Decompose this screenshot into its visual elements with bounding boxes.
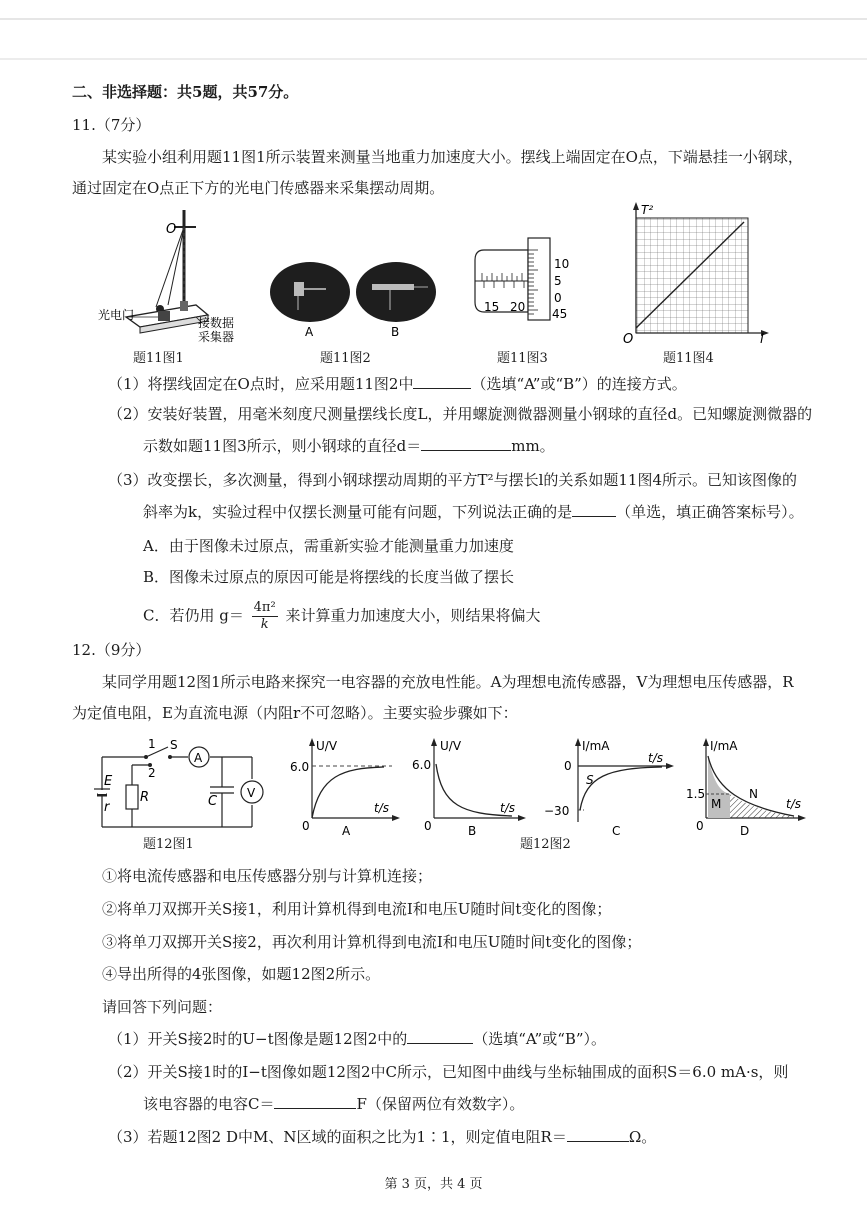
section-header: 二、非选择题：共5题，共57分。 [72, 83, 299, 101]
q11-fig4-graph [618, 200, 773, 345]
q12-p1-answer-blank[interactable] [407, 1029, 473, 1044]
q12-switch-s: S [170, 738, 178, 752]
q12-step4: ④导出所得的4张图像，如题12图2所示。 [102, 965, 381, 983]
q12-graph-c-origin: 0 [564, 759, 572, 773]
q11-number: 11.（7分） [72, 116, 151, 134]
q12-graph-b-origin: 0 [424, 819, 432, 833]
q12-p2-answer-blank[interactable] [274, 1094, 356, 1109]
q11-fig4-caption: 题11图4 [663, 351, 714, 366]
q11-option-c-denominator: k [260, 617, 269, 632]
q11-fig3-tick-5: 5 [554, 274, 562, 288]
q12-prompt: 请回答下列问题： [102, 998, 223, 1016]
q11-fig1-gate-label: 光电门 [98, 308, 135, 322]
q12-graph-c-name: C [612, 824, 621, 838]
q11-p3-line1: （3）改变摆长，多次测量，得到小钢球摆动周期的平方T²与摆长l的关系如题11图4所示。已知该图像的 [108, 471, 797, 489]
q11-fig1-collector-label2: 采集器 [198, 330, 235, 344]
page-footer: 第 3 页，共 4 页 [384, 1177, 483, 1192]
q12-number: 12.（9分） [72, 641, 151, 659]
q12-graph-b-tick: 6.0 [412, 758, 432, 772]
q12-graph-d [682, 736, 812, 838]
q11-fig3-main-15: 15 [484, 300, 500, 314]
q12-graph-c-ylabel: I/mA [582, 739, 610, 753]
q12-step1: ①将电流传感器和电压传感器分别与计算机连接； [102, 867, 433, 885]
q12-graph-c-tick: −30 [544, 804, 570, 818]
q12-p1: （1）开关S接2时的U−t图像是题12图2中的 （选填“A”或“B”）。 [108, 1030, 607, 1048]
q12-graph-d-name: D [740, 824, 750, 838]
q11-fig1-o-label: O [166, 222, 177, 237]
q11-p1-answer-blank[interactable] [413, 374, 471, 389]
q11-fig3-tick-0: 0 [554, 291, 562, 305]
q12-graph-a-origin: 0 [302, 819, 310, 833]
q11-p2-line1: （2）安装好装置，用毫米刻度尺测量摆线长度L，并用螺旋测微器测量小钢球的直径d。已知螺旋测微器的 [108, 405, 813, 423]
q12-emf-label: E [104, 774, 113, 789]
q12-graph-a-tick: 6.0 [290, 760, 310, 774]
q11-p3-answer-blank[interactable] [572, 502, 616, 517]
q11-option-c-numerator: 4π² [253, 600, 276, 615]
q12-voltmeter-label: V [247, 786, 256, 800]
q12-graph-a [292, 736, 404, 838]
q12-switch-pos1: 1 [148, 737, 156, 751]
q12-internal-r-label: r [104, 800, 110, 815]
q12-graph-d-origin: 0 [696, 819, 704, 833]
q11-option-a: A．由于图像未过原点，需重新实验才能测量重力加速度 [143, 537, 514, 555]
q12-resistor-label: R [140, 790, 150, 805]
q12-capacitor-label: C [208, 794, 218, 809]
q12-intro-line1: 某同学用题12图1所示电路来探究一电容器的充放电性能。A为理想电流传感器，V为理想电压传感器，R [102, 673, 794, 691]
q12-intro-line2: 为定值电阻，E为直流电源（内阻r不可忽略）。主要实验步骤如下： [72, 704, 518, 722]
q12-graph-a-ylabel: U/V [316, 739, 338, 753]
q12-graph-d-ylabel: I/mA [710, 739, 738, 753]
q11-fig2-label-b: B [391, 325, 400, 339]
q12-graph-b [412, 736, 528, 838]
q12-graph-d-region-n: N [749, 787, 758, 801]
q11-fig4-x-label: l [760, 332, 764, 347]
q11-intro-line2: 通过固定在O点正下方的光电门传感器来采集摆动周期。 [72, 179, 445, 197]
q11-fig2-photos [268, 258, 443, 338]
q11-option-b: B．图像未过原点的原因可能是将摆线的长度当做了摆长 [143, 568, 515, 586]
q11-fig3-micrometer [470, 232, 580, 324]
q12-p2-line2: 该电容器的电容C＝ F（保留两位有效数字）。 [143, 1095, 525, 1113]
q11-intro-line1: 某实验小组利用题11图1所示装置来测量当地重力加速度大小。摆线上端固定在O点，下端悬挂一小钢球， [102, 148, 803, 166]
q12-graph-b-xlabel: t/s [500, 801, 515, 815]
q11-option-c: C．若仍用 g＝ $\frac{\text{4π²}}{k}$ 来计算重力加速度大小，则结果将偏大 [143, 600, 541, 632]
q11-p1: （1）将摆线固定在O点时，应采用题11图2中 （选填“A”或“B”）的连接方式。 [108, 375, 687, 393]
q11-fig2-caption: 题11图2 [320, 351, 371, 366]
q11-fig4-origin: O [623, 332, 634, 347]
q12-fig1-circuit [92, 735, 272, 835]
q12-ammeter-label: A [194, 751, 203, 765]
q12-graph-a-name: A [342, 824, 351, 838]
q11-fig1-caption: 题11图1 [133, 351, 184, 366]
q12-graph-b-name: B [468, 824, 477, 838]
q12-switch-pos2: 2 [148, 766, 156, 780]
q12-graph-c-xlabel: t/s [648, 751, 663, 765]
q12-fig1-caption: 题12图1 [143, 837, 194, 852]
q12-graph-c [538, 736, 678, 838]
q12-graph-c-area: S [586, 773, 594, 787]
q11-p3-line2: 斜率为k，实验过程中仅摆长测量可能有问题，下列说法正确的是 （单选，填正确答案标号）。 [143, 503, 804, 521]
q12-graph-a-xlabel: t/s [374, 801, 389, 815]
q12-p2-line1: （2）开关S接1时的I−t图像如题12图2中C所示，已知图中曲线与坐标轴围成的面积S＝6.0 mA·s，则 [108, 1063, 789, 1081]
q12-graph-b-ylabel: U/V [440, 739, 462, 753]
q11-p2-line2: 示数如题11图3所示，则小钢球的直径d＝ mm。 [143, 437, 555, 455]
q12-step3: ③将单刀双掷开关S接2，再次利用计算机得到电流I和电压U随时间t变化的图像； [102, 933, 642, 951]
q11-fig1-collector-label1: 接数据 [198, 316, 235, 330]
q11-fig3-caption: 题11图3 [497, 351, 548, 366]
q12-graph-d-tick: 1.5 [686, 787, 706, 801]
q11-fig3-tick-45: 45 [552, 307, 568, 321]
q11-fig2-label-a: A [305, 325, 314, 339]
q11-fig1-pendulum [96, 205, 256, 345]
q12-graph-d-region-m: M [711, 797, 722, 811]
q12-graph-d-xlabel: t/s [786, 797, 801, 811]
q12-p3-answer-blank[interactable] [567, 1127, 629, 1142]
q12-p3: （3）若题12图2 D中M、N区域的面积之比为1∶1，则定值电阻R＝ Ω。 [108, 1128, 657, 1146]
q12-fig2-caption: 题12图2 [520, 837, 571, 852]
q12-step2: ②将单刀双掷开关S接1，利用计算机得到电流I和电压U随时间t变化的图像； [102, 900, 612, 918]
q11-fig4-y-label: T² [641, 203, 654, 217]
q11-fig3-main-20: 20 [510, 300, 526, 314]
q11-p2-answer-blank[interactable] [421, 436, 511, 451]
q11-fig3-tick-10: 10 [554, 257, 570, 271]
